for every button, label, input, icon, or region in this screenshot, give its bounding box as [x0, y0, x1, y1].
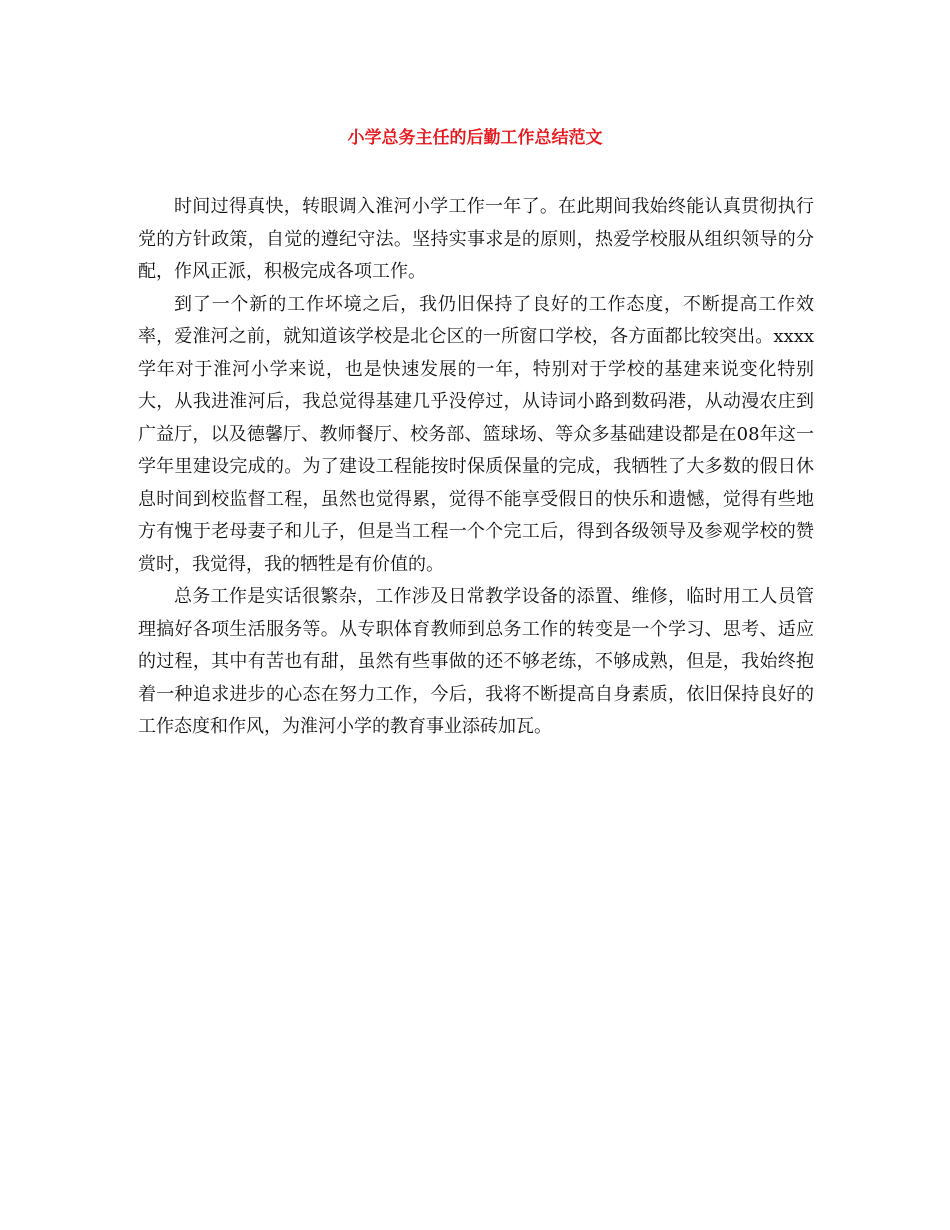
document-body	[138, 191, 814, 744]
paragraph-2: 到了一个新的工作坏境之后，我仍旧保持了良好的工作态度，不断提高工作效率，爱淮河之前，就知道该学校是北仑区的一所窗口学校，各方面都比较突出。xxxx学年对于淮河小学来说，也是快速发展的一年，特别对于学校的基建来说变化特别大，从我进淮河后，我总觉得基建几乎没停过，从诗词小路到数码港，从动漫农庄到广益厅，以及德馨厅、教师餐厅、校务部、篮球场、等众多基础建设都是在08年这一学年里建设完成的。为了建设工程能按时保质保量的完成，我牺牲了大多数的假日休息时间到校监督工程，虽然也觉得累，觉得不能享受假日的快乐和遗憾，觉得有些地方有愧于老母妻子和儿子，但是当工程一个个完工后，得到各级领导及参观学校的赞赏时，我觉得，我的牺牲是有价值的。	[138, 293, 814, 575]
paragraph-1: 时间过得真快，转眼调入淮河小学工作一年了。在此期间我始终能认真贯彻执行党的方针政策，自觉的遵纪守法。坚持实事求是的原则，热爱学校服从组织领导的分配，作风正派，积极完成各项工作。	[138, 196, 814, 282]
document-title: 小学总务主任的后勤工作总结范文	[347, 128, 603, 148]
paragraph-3: 总务工作是实话很繁杂，工作涉及日常教学设备的添置、维修，临时用工人员管理搞好各项生活服务等。从专职体育教师到总务工作的转变是一个学习、思考、适应的过程，其中有苦也有甜，虽然有些事做的还不够老练，不够成熟，但是，我始终抱着一种追求进步的心态在努力工作，今后，我将不断提高自身素质，依旧保持良好的工作态度和作风，为淮河小学的教育事业添砖加瓦。	[138, 586, 814, 737]
